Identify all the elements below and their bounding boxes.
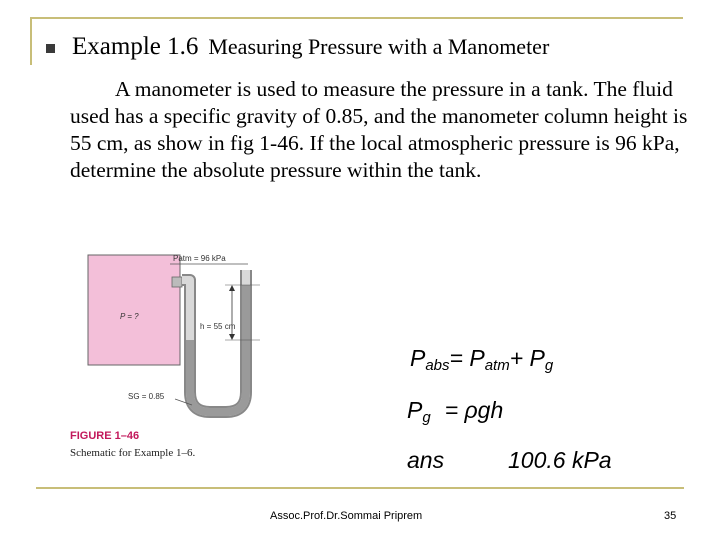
- eq1-p: P: [410, 345, 426, 371]
- u-tube-fluid: [190, 285, 246, 412]
- pressure-label: P = ?: [120, 312, 139, 321]
- equation-gauge-pressure: [407, 397, 503, 426]
- frame-top-line: [30, 17, 683, 19]
- bullet-square-icon: [46, 44, 55, 53]
- title-main: Example 1.6: [72, 33, 199, 60]
- frame-bottom-line: [36, 487, 684, 489]
- page-number: 35: [664, 510, 677, 522]
- problem-text: A manometer is used to measure the pressure in a tank. The fluid used has a specific gravity of 0.85, and the manometer column height is 55 cm, as show in fig 1-46. If the local atmospheric pressure is 96 kPa, determine the absolute pressure within the tank.: [70, 77, 688, 182]
- h-arrow-bottom: [229, 334, 235, 340]
- answer-value: 100.6 kPa: [508, 447, 612, 473]
- answer-label: ans: [407, 447, 445, 473]
- patm-label: Patm = 96 kPa: [173, 254, 226, 263]
- slide-title: [72, 33, 549, 61]
- footer-author: Assoc.Prof.Dr.Sommai Priprem: [270, 510, 423, 522]
- frame-left-line: [30, 17, 32, 65]
- equation-absolute-pressure: [410, 345, 553, 374]
- figure-caption-title: FIGURE 1–46: [70, 430, 140, 442]
- tank-shape: [88, 255, 180, 365]
- height-label: h = 55 cm: [200, 322, 236, 331]
- manometer-figure: [60, 240, 360, 475]
- eq2-rhs: = ρgh: [444, 397, 504, 423]
- eq1-sub-atm: atm: [484, 357, 510, 374]
- tank-outlet-shape: [172, 277, 182, 287]
- eq2-p: P: [407, 397, 423, 423]
- eq1-sub-abs: abs: [425, 357, 450, 374]
- eq1-plus-pg: + P: [509, 345, 545, 371]
- eq2-sub-g: g: [422, 409, 431, 426]
- sg-label: SG = 0.85: [128, 392, 165, 401]
- title-subtitle: Measuring Pressure with a Manometer: [208, 34, 550, 59]
- h-arrow-top: [229, 285, 235, 291]
- figure-caption-text: Schematic for Example 1–6.: [70, 447, 196, 459]
- eq1-sub-g: g: [544, 357, 554, 374]
- problem-statement: [70, 76, 690, 184]
- eq1-equals-patm: = P: [449, 345, 485, 371]
